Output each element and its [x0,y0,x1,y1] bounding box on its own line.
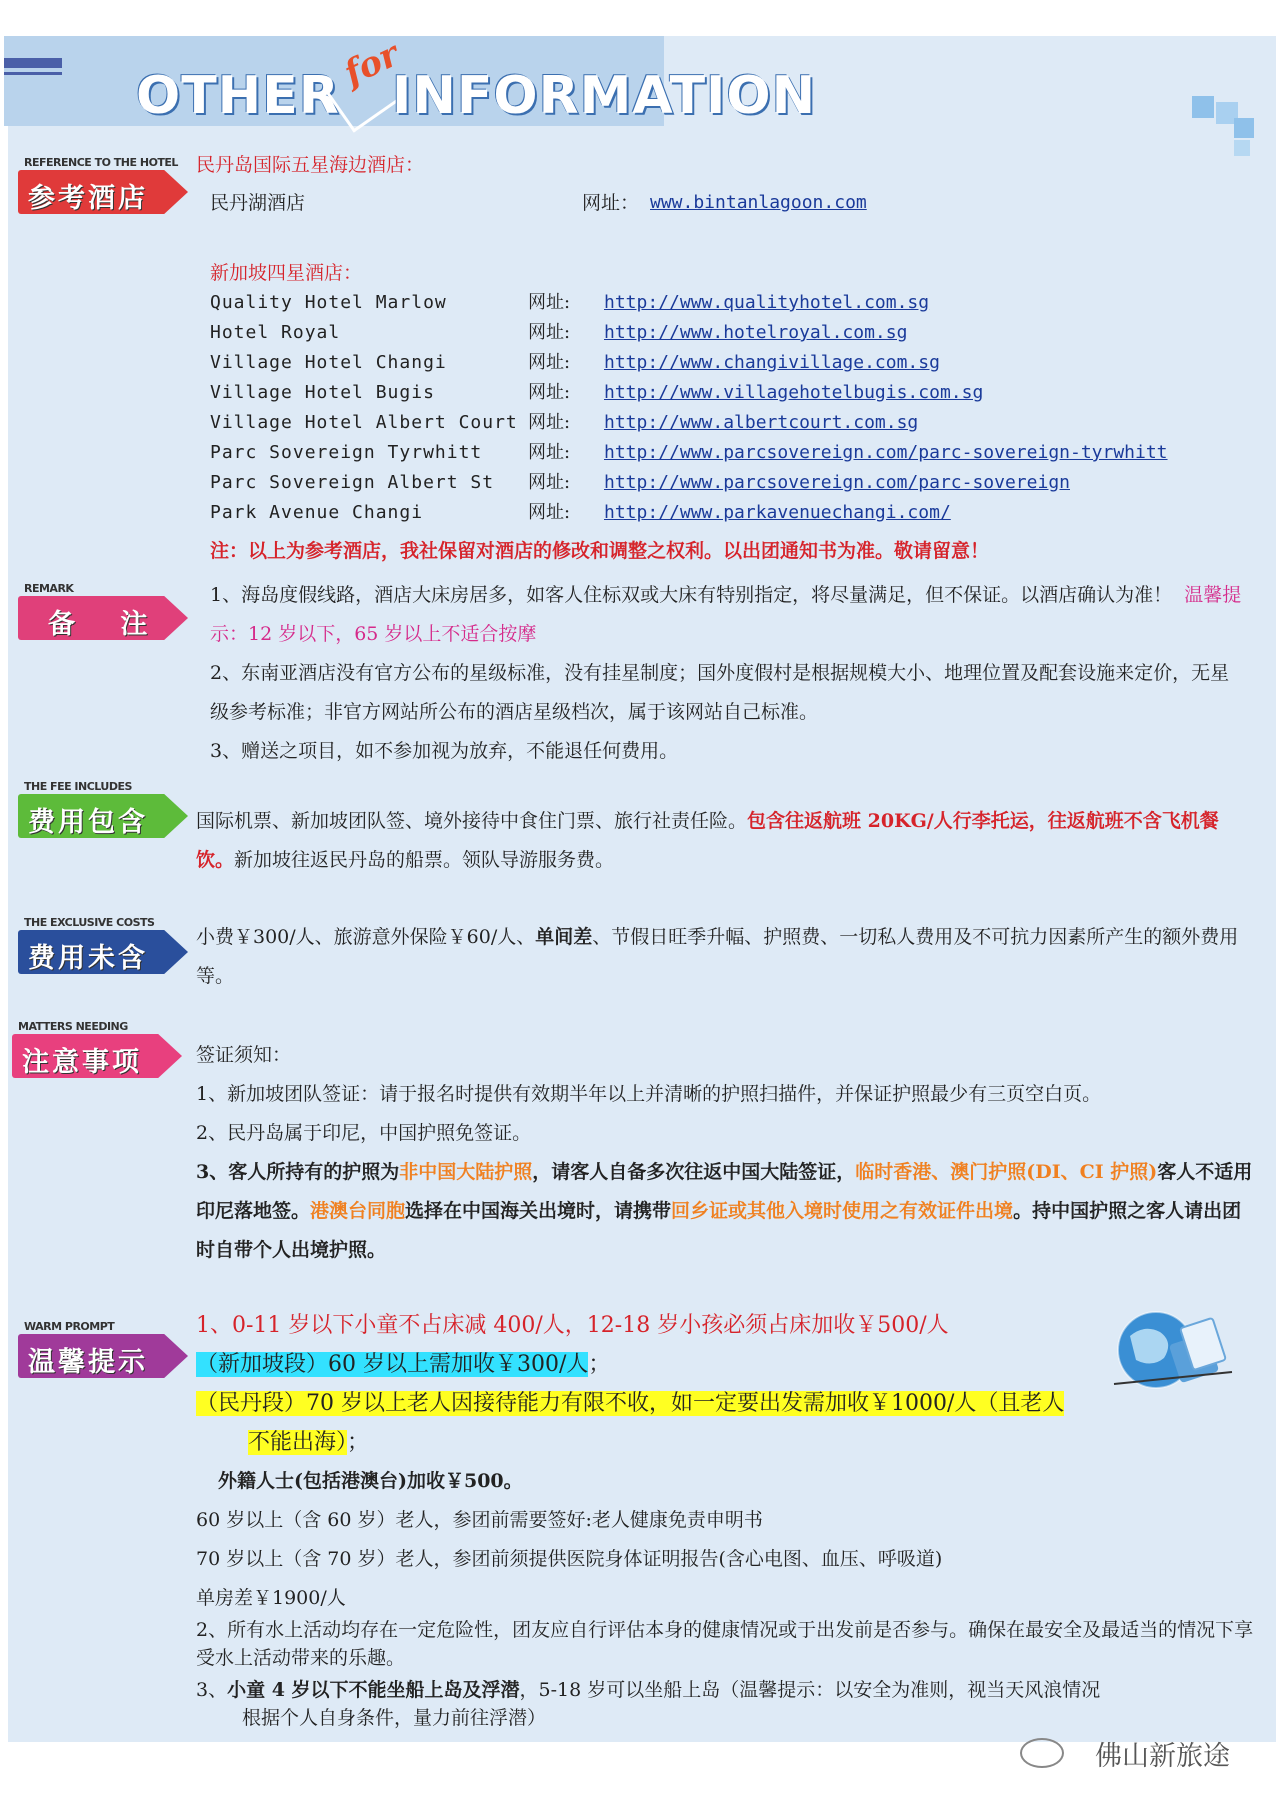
label-warm-prompt [18,1320,188,1382]
lagoon-label: 网址： [582,192,640,214]
warm-age-70: 70 岁以上（含 70 岁）老人，参团前须提供医院身体证明报告(含心电图、血压、呼吸道) [196,1548,943,1570]
banner-stripe [4,58,62,68]
hotel-list [210,288,1168,528]
visa-p1: 1、新加坡团队签证：请于报名时提供有效期半年以上并清晰的护照扫描件，并保证护照最少有三页空白页。 [196,1083,1102,1105]
hotel-url-label: 网址: [528,442,571,463]
warm-water [196,1616,1266,1732]
warm-bintan-surcharge: （民丹段）70 岁以上老人因接待能力有限不收，如一定要出发需加收￥1000/人（且老人 [196,1391,1065,1416]
hotel-url-label: 网址: [528,472,571,493]
header-banner [4,34,817,126]
include-part-c: 新加坡往返民丹岛的船票。领队导游服务费。 [234,849,615,871]
warm-line-3-end: ； [347,1430,370,1455]
hotel-url-link[interactable]: http://www.qualityhotel.com.sg [604,292,930,313]
visa-p3-c: ，请客人自备多次往返中国大陆签证， [532,1161,856,1183]
banner-word-for: for [338,34,406,94]
hotel-url-link[interactable]: http://www.hotelroyal.com.sg [604,322,908,343]
hotel-url-link[interactable]: http://www.parcsovereign.com/parc-sovereign [604,472,1070,493]
warm-children-text: ，5-18 岁可以坐船上岛（温馨提示：以安全为准则，视当天风浪情况 [519,1679,1101,1701]
warm-line-2-end: ； [588,1352,611,1377]
label-small-text: REMARK [24,582,74,595]
include-part-b: 包含往返航班 20KG/人行李托运，往返航班不含飞机餐饮。 [196,810,1219,871]
visa-p3-h: 回乡证或其他入境时使用之有效证件出境 [671,1200,1014,1222]
label-small-text: WARM PROMPT [24,1320,115,1333]
warm-line-1: 1、0-11 岁以下小童不占床减 400/人，12-18 岁小孩必须占床加收￥500/人 [196,1313,949,1338]
hotel-name: Village Hotel Bugis [210,382,435,403]
fee-includes-text [196,802,1256,880]
label-small-text: MATTERS NEEDING [18,1020,128,1033]
hotel-url-label: 网址: [528,502,571,523]
hotel-name: Quality Hotel Marlow [210,292,447,313]
remark-p2: 2、东南亚酒店没有官方公布的星级标准，没有挂星制度；国外度假村是根据规模大小、地理位置及配套设施来定价，无星级参考标准；非官方网站所公布的酒店星级档次，属于该网站自己标准。 [210,662,1230,723]
hotel-row [210,318,1168,348]
hotel-url-link[interactable]: http://www.albertcourt.com.sg [604,412,919,433]
five-star-title: 民丹岛国际五星海边酒店： [196,154,425,176]
banner-word-information: INFORMATION [392,66,817,126]
label-small-text: REFERENCE TO THE HOTEL [24,156,178,169]
hotel-url-label: 网址: [528,382,571,403]
label-fee-excludes [18,916,188,978]
label-small-text: THE EXCLUSIVE COSTS [24,916,155,929]
label-text: 备 注 [48,609,166,640]
hotel-url-link[interactable]: http://www.villagehotelbugis.com.sg [604,382,984,403]
label-matters [12,1020,182,1082]
include-part-a: 国际机票、新加坡团队签、境外接待中食住门票、旅行社责任险。 [196,810,748,832]
visa-p3-a: 3、客人所持有的护照为 [196,1161,400,1183]
hotel-name: Parc Sovereign Tyrwhitt [210,442,483,463]
warm-children [196,1676,1266,1732]
hotel-url-link[interactable]: http://www.changivillage.com.sg [604,352,940,373]
visa-p3-e: 客人不适用印尼落地签。 [196,1161,1253,1222]
visa-p3 [196,1153,1256,1270]
visa-p2: 2、民丹岛属于印尼，中国护照免签证。 [196,1122,532,1144]
lagoon-url-link[interactable]: www.bintanlagoon.com [650,192,867,213]
visa-p3-i: 。持中国护照之客人请出团时自带个人出境护照。 [196,1200,1242,1261]
visa-p3-f: 港澳台同胞 [310,1200,406,1222]
banner-stripe-thin [4,72,62,75]
visa-p3-b: 非中国大陆护照 [399,1161,533,1183]
label-remark [18,582,188,644]
hotel-url-label: 网址: [528,352,571,373]
warm-no-sea: 不能出海） [248,1430,348,1455]
hotel-url-label: 网址: [528,412,571,433]
hotel-url-label: 网址: [528,322,571,343]
hotel-row [210,348,1168,378]
warm-children-bold: 小童 4 岁以下不能坐船上岛及浮潜 [227,1679,520,1701]
hotel-row [210,468,1168,498]
label-small-text: THE FEE INCLUDES [24,780,132,793]
hotel-url-link[interactable]: http://www.parkavenuechangi.com/ [604,502,951,523]
warm-foreigner: 外籍人士(包括港澳台)加收￥500。 [218,1470,523,1492]
watermark: 佛山新旅途 [1095,1741,1230,1772]
exclude-single-room: 单间差 [535,926,593,948]
label-text: 参考酒店 [28,183,148,214]
hotel-name: Village Hotel Albert Court [210,412,518,433]
remark-tip: 温馨提示：12 岁以下，65 岁以上不适合按摩 [210,584,1242,645]
exclude-part-a: 小费￥300/人、旅游意外保险￥60/人、 [196,926,536,948]
banner-word-other: OTHER [136,66,340,126]
exclude-part-c: 、节假日旺季升幅、护照费、一切私人费用及不可抗力因素所产生的额外费用等。 [196,926,1239,987]
hotel-row [210,378,1168,408]
warm-single-room: 单房差￥1900/人 [196,1587,346,1609]
warm-details [196,1462,1266,1618]
cubes-decoration-icon [1192,96,1256,160]
warm-children-num: 3、 [196,1679,228,1701]
wechat-icon [1020,1738,1064,1768]
label-text: 注意事项 [22,1047,142,1078]
hotel-name: Park Avenue Changi [210,502,424,523]
warm-children-text-2: 根据个人自身条件，量力前往浮潜） [242,1707,547,1729]
hotel-row [210,498,1168,528]
hotel-row [210,408,1168,438]
fee-excludes-text [196,918,1256,996]
remark-p1 [210,576,1246,654]
remark-p1-text: 1、海岛度假线路，酒店大床房居多，如客人住标双或大床有特别指定，将尽量满足，但不保证。以酒店确认为准！ [210,584,1173,606]
label-reference-hotel [18,156,188,218]
remark-p3: 3、赠送之项目，如不参加视为放弃，不能退任何费用。 [210,740,679,762]
hotel-url-label: 网址: [528,292,571,313]
visa-title: 签证须知： [196,1044,292,1066]
hotel-name: Parc Sovereign Albert St [210,472,495,493]
hotel-row [210,438,1168,468]
warm-water-activities: 2、所有水上活动均存在一定危险性，团友应自行评估本身的健康情况或于出发前是否参与。确保在最安全及最适当的情况下享受水上活动带来的乐趣。 [196,1619,1254,1669]
hotel-name: Village Hotel Changi [210,352,447,373]
warm-block [196,1306,1266,1462]
four-star-title: 新加坡四星酒店： [210,262,363,284]
hotel-name: Hotel Royal [210,322,341,343]
label-fee-includes [18,780,188,842]
hotel-note: 注：以上为参考酒店，我社保留对酒店的修改和调整之权利。以出团通知书为准。敬请留意！ [210,540,990,562]
visa-p3-g: 选择在中国海关出境时，请携带 [405,1200,672,1222]
label-text: 温馨提示 [28,1347,148,1378]
warm-line-3 [196,1384,1196,1462]
remark-block [210,576,1246,771]
label-text: 费用未含 [28,943,148,974]
hotel-url-link[interactable]: http://www.parcsovereign.com/parc-sovereign-tyrwhitt [604,442,1168,463]
warm-line-2 [196,1345,1266,1384]
lagoon-name: 民丹湖酒店 [210,192,306,214]
hotel-row [210,288,1168,318]
warm-singapore-surcharge: （新加坡段）60 岁以上需加收￥300/人 [196,1352,589,1377]
label-text: 费用包含 [28,807,148,838]
visa-p3-d: 临时香港、澳门护照(DI、CI 护照) [855,1161,1158,1183]
matters-block [196,1036,1256,1270]
warm-age-60: 60 岁以上（含 60 岁）老人，参团前需要签好:老人健康免责申明书 [196,1509,763,1531]
